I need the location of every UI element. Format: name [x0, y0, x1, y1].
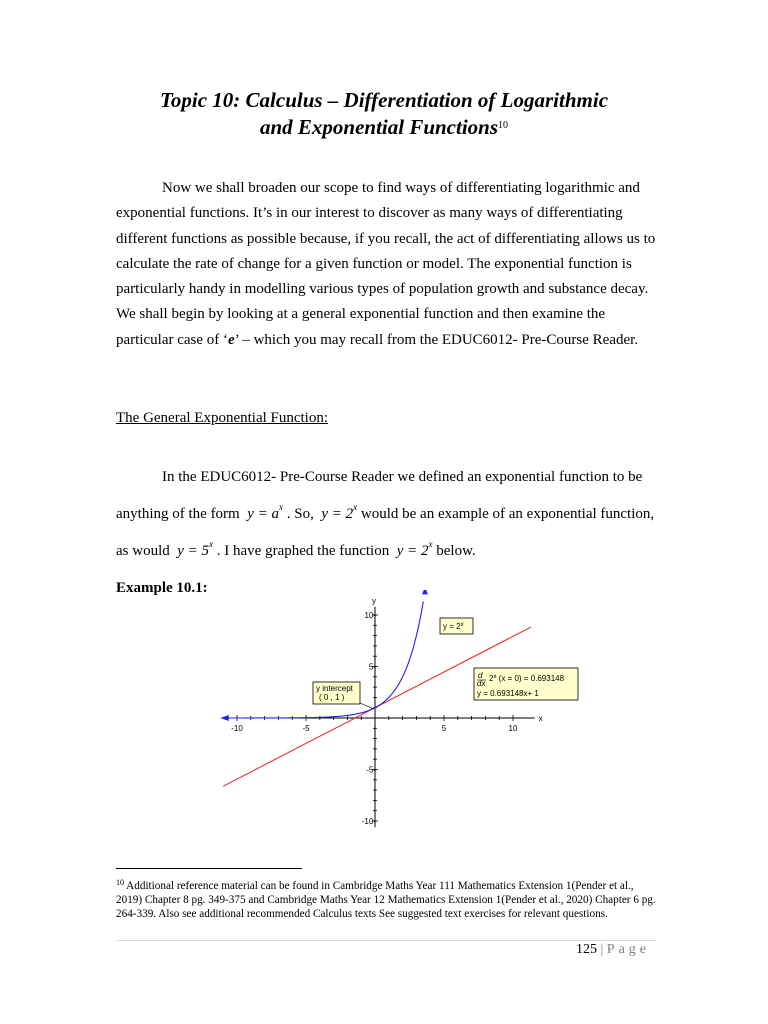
general-text-2: . So, [286, 506, 314, 522]
curve-top-arrow [422, 590, 428, 594]
derivative-dx: dx [477, 679, 486, 688]
e-symbol: e [228, 331, 235, 348]
intro-paragraph [116, 176, 656, 353]
y-tick-label: -10- [361, 817, 376, 826]
x-axis-label: x [538, 714, 543, 723]
example-label: Example 10.1: [116, 580, 208, 596]
y-tick-label: -5- [366, 765, 376, 775]
curve-left-arrow [220, 715, 228, 721]
page-word: Page [606, 942, 650, 957]
general-text-5: below. [436, 543, 476, 559]
equation-y-2-x-graphed: $y = 2^x$ [396, 539, 433, 559]
page-number-rule [116, 940, 656, 941]
footnote-number: 10 [116, 878, 124, 887]
exponential-graph [210, 590, 590, 840]
section-heading: The General Exponential Function: [116, 410, 329, 426]
derivative-value: 2$^x$ (x = 0) = 0.693148 [489, 674, 565, 683]
title-footnote-ref[interactable]: 10 [498, 120, 509, 131]
page-number-separator: | [600, 942, 604, 957]
title-line-1: Topic 10: Calculus – Differentiation of Logarithmic [159, 88, 609, 112]
general-paragraph [116, 462, 656, 566]
title-line-2: and Exponential Functions [259, 115, 499, 139]
intercept-pointer [360, 703, 373, 709]
equation-y-a-x: $y = a^x$ [247, 502, 284, 522]
x-tick-label: 10 [508, 724, 518, 733]
y-tick-label: 10- [364, 611, 376, 620]
general-text-3: would be an example of an exponential function, as would [116, 506, 655, 559]
equation-y-5-x: $y = 5^x$ [177, 539, 214, 559]
x-tick-label: 5 [441, 724, 447, 733]
curve-label: $y = 2^x$ [443, 622, 464, 631]
equation-y-2-x: $y = 2^x$ [321, 502, 358, 522]
page-title [100, 88, 668, 140]
page-number [576, 942, 650, 958]
intercept-label-line-1: y intercept [316, 684, 353, 693]
x-tick-label: -10 [231, 724, 243, 733]
page-number-value: 125 [575, 942, 597, 957]
y-axis-label: y [372, 596, 376, 606]
tangent-equation: y = 0.693148x+ 1 [477, 689, 539, 698]
footnote [116, 876, 656, 921]
general-text-1: In the EDUC6012- Pre-Course Reader we defined an exponential function to be anything of the form [116, 469, 643, 522]
x-tick-label: -5 [302, 724, 310, 733]
derivative-d: d [478, 671, 483, 680]
footnote-rule [116, 868, 302, 869]
intercept-label-line-2: ( 0 , 1 ) [319, 693, 345, 702]
general-text-4: . I have graphed the function [216, 543, 390, 559]
intro-text-2: ’ – which you may recall from the EDUC6012- Pre-Course Reader. [234, 331, 639, 348]
intro-text-1: Now we shall broaden our scope to find ways of differentiating logarithmic and exponential functions. It’s in our interest to discover as many ways of differentiating different functions as possible because, if you recall, the act of differentiating allows us to calculate the rate of change for a given function or model. The exponential function is particularly handy in modelling various types of population growth and substance decay. We shall begin by looking at a general exponential function and then examine the particular case of ‘ [116, 180, 656, 348]
y-tick-label: 5- [368, 662, 376, 672]
footnote-text: Additional reference material can be found in Cambridge Maths Year 111 Mathematics Extension 1(Pender et al., 2019) Chapter 8 pg. 349-375 and Cambridge Maths Year 12 Mathematics Extension 1(Pender et al., 2020) Chapter 6 pg. 264-339. Also see additional recommended Calculus texts See suggested text exercises for relevant questions. [116, 880, 656, 920]
